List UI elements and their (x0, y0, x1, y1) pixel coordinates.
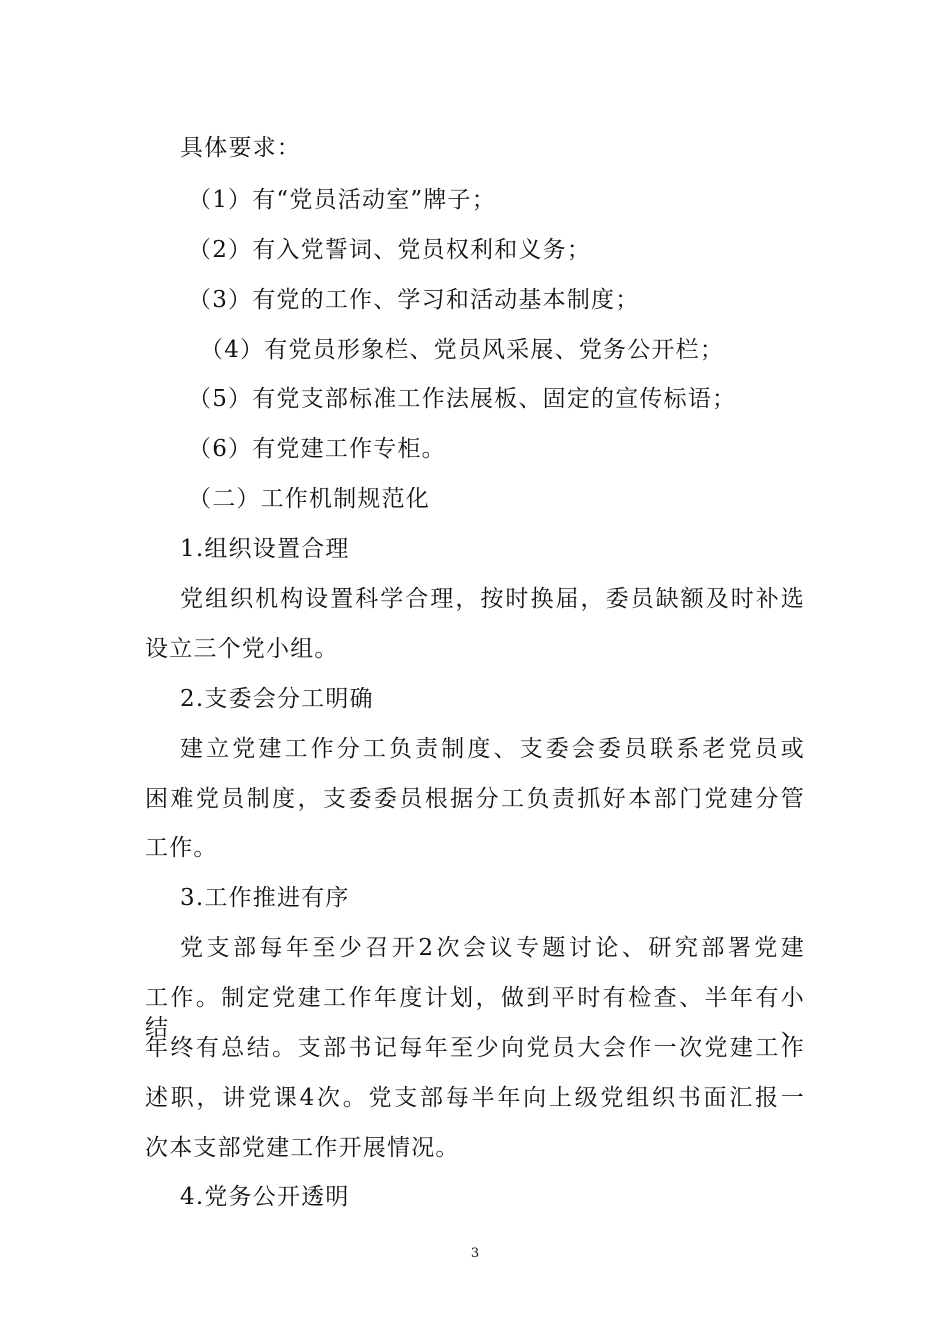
list-item: （2）有入党誓词、党员权利和义务； (188, 237, 592, 263)
paragraph-line: 工作。 (145, 835, 218, 861)
paragraph-line: 困难党员制度，支委委员根据分工负责抓好本部门党建分管 (145, 786, 805, 812)
subsection-heading: 3.工作推进有序 (180, 885, 350, 911)
paragraph-line: 年终有总结。支部书记每年至少向党员大会作一次党建工作 (145, 1035, 805, 1061)
paragraph-line: 次本支部党建工作开展情况。 (145, 1135, 460, 1161)
paragraph-line: 建立党建工作分工负责制度、支委会委员联系老党员或 (180, 736, 805, 762)
paragraph-line: 工作。制定党建工作年度计划，做到平时有检查、半年有小结、 (145, 985, 805, 1041)
paragraph-line: 具体要求： (180, 135, 301, 161)
list-item: （4）有党员形象栏、党员风采展、党务公开栏； (200, 337, 725, 363)
paragraph-line: 设立三个党小组。 (145, 636, 339, 662)
section-heading: （二）工作机制规范化 (188, 486, 430, 512)
subsection-heading: 4.党务公开透明 (180, 1184, 350, 1210)
list-item: （1）有“党员活动室”牌子； (188, 187, 496, 213)
list-item: （3）有党的工作、学习和活动基本制度； (188, 287, 640, 313)
paragraph-line: 党组织机构设置科学合理，按时换届，委员缺额及时补选 (180, 586, 805, 612)
list-item: （6）有党建工作专柜。 (188, 436, 446, 462)
subsection-heading: 1.组织设置合理 (180, 536, 350, 562)
paragraph-line: 述职，讲党课4次。党支部每半年向上级党组织书面汇报一 (145, 1085, 805, 1111)
list-item: （5）有党支部标准工作法展板、固定的宣传标语； (188, 386, 737, 412)
paragraph-line: 党支部每年至少召开2次会议专题讨论、研究部署党建 (180, 935, 805, 961)
subsection-heading: 2.支委会分工明确 (180, 686, 374, 712)
page-number: 3 (470, 1246, 480, 1261)
